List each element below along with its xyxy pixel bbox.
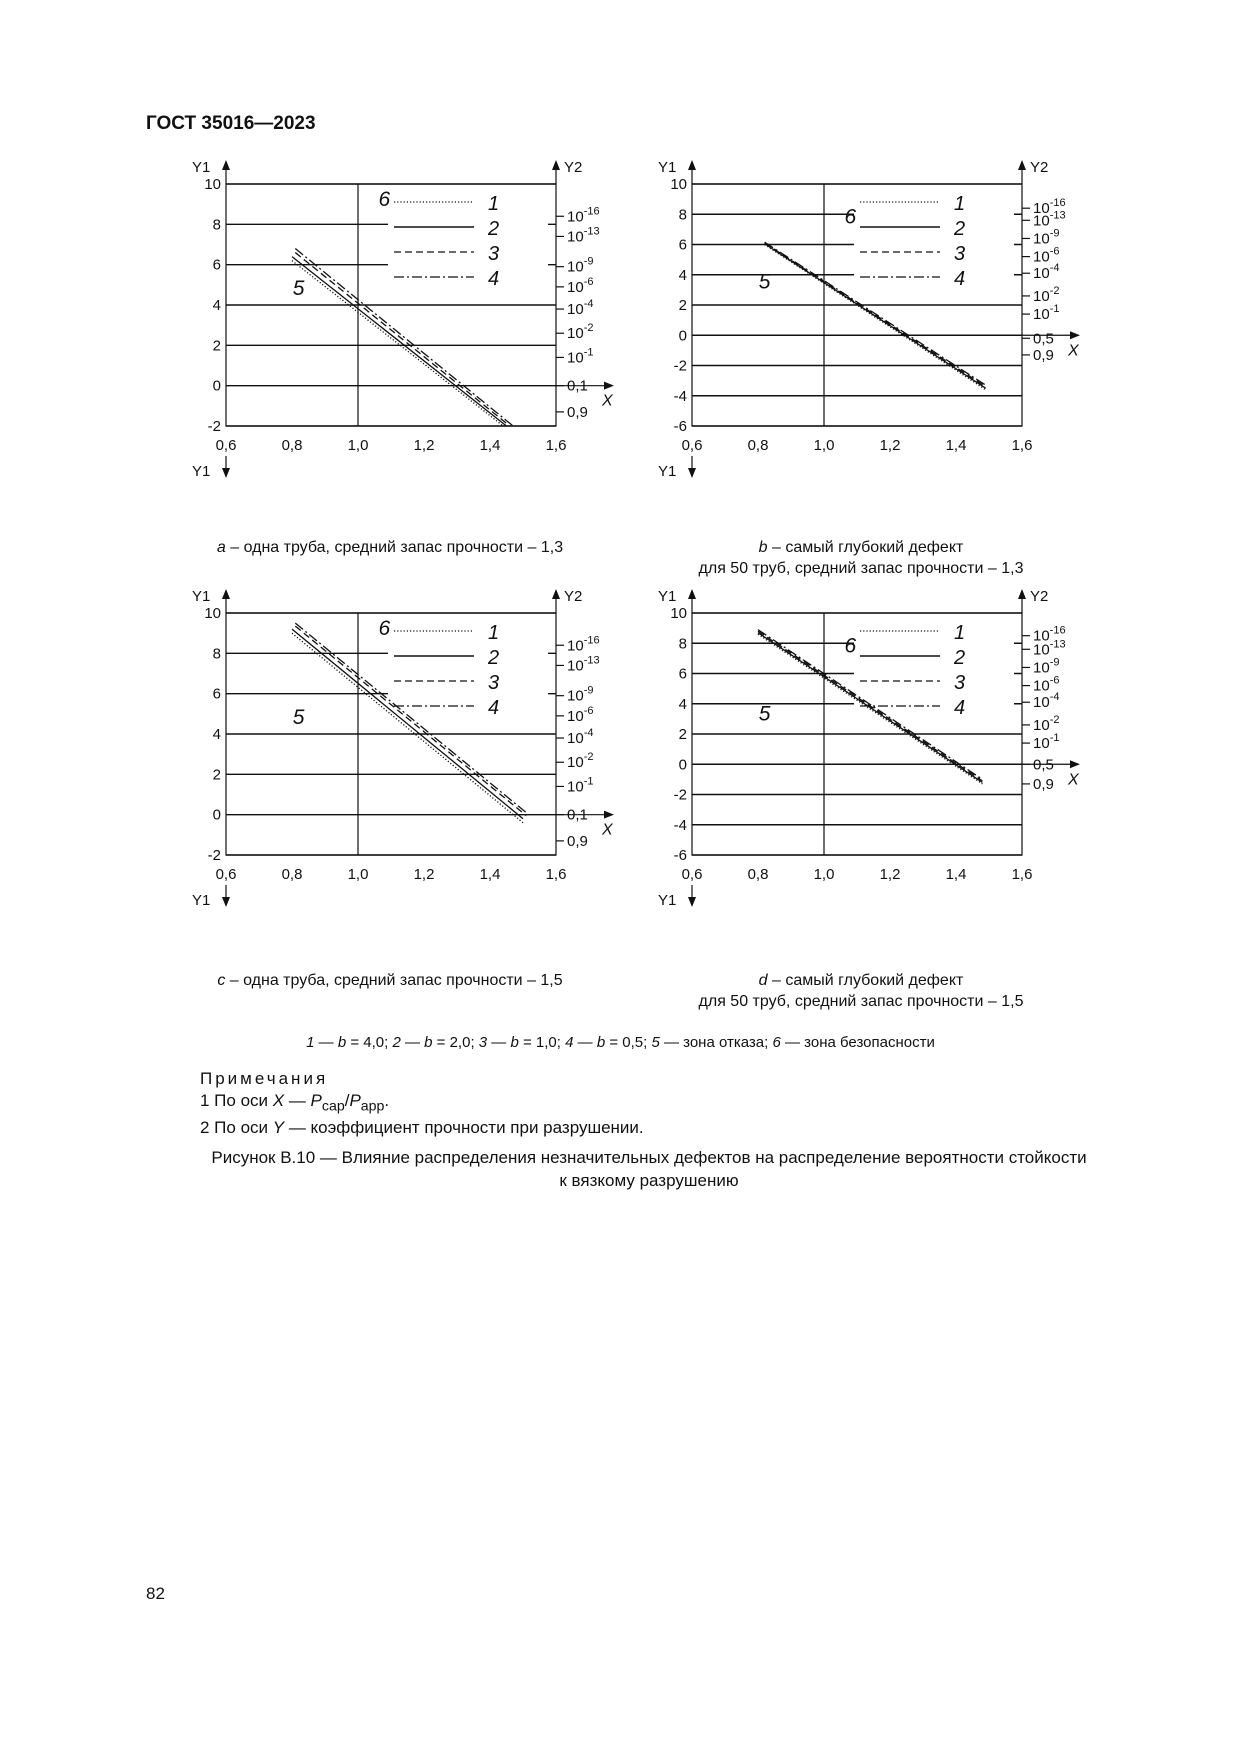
y2-tick-label: $10^{-2}$ <box>1033 713 1060 734</box>
zone-label: 5 <box>758 702 771 726</box>
y1-label-top: Y1 <box>658 588 677 605</box>
note-1-p: P <box>310 1091 322 1110</box>
y1-arrow-down-icon <box>222 897 230 907</box>
page-header: ГОСТ 35016—2023 <box>146 113 316 134</box>
y2-tick-label: $10^{-1}$ <box>1033 732 1060 753</box>
caption-b <box>626 537 1096 579</box>
caption-d-letter: d <box>758 972 768 989</box>
legend-line <box>0 1034 1241 1051</box>
zone-label: 5 <box>292 705 305 729</box>
note-1-end: . <box>384 1091 390 1110</box>
caption-d-text: – самый глубокий дефект <box>767 972 964 989</box>
x-tick-label: 1,4 <box>479 866 501 883</box>
note-1-slash: / <box>344 1091 350 1110</box>
x-tick-label: 0,8 <box>281 866 303 883</box>
legend-line-part: b <box>596 1034 606 1051</box>
x-axis-label: X <box>1068 342 1079 360</box>
legend-label: 1 <box>954 622 966 644</box>
legend-label: 3 <box>488 243 500 265</box>
y1-tick-label: 6 <box>212 685 221 703</box>
y2-tick-label: 0,9 <box>567 832 588 850</box>
y1-tick-label: 6 <box>212 256 221 274</box>
y2-tick-label: $10^{-9}$ <box>1033 227 1060 248</box>
y2-tick-label: $10^{-1}$ <box>1033 303 1060 324</box>
y1-tick-label: 8 <box>678 206 687 224</box>
y1-tick-label: 2 <box>678 726 687 743</box>
legend-line-part: = 1,0; <box>518 1034 566 1051</box>
y2-arrow-up-icon <box>552 589 560 599</box>
x-tick-label: 1,6 <box>1011 866 1033 883</box>
legend-label: 4 <box>488 697 500 719</box>
x-tick-label: 1,0 <box>347 866 369 883</box>
chart-c <box>170 587 630 987</box>
y1-tick-label: 10 <box>670 605 687 622</box>
y1-tick-label: 4 <box>678 266 687 284</box>
y2-tick-label: 0,5 <box>1033 756 1054 774</box>
y1-tick-label: 4 <box>212 297 221 314</box>
legend-label: 4 <box>954 268 966 290</box>
x-arrow-icon <box>1070 760 1080 768</box>
x-arrow-icon <box>604 811 614 819</box>
y1-tick-label: 10 <box>670 176 687 193</box>
y2-arrow-up-icon <box>1018 589 1026 599</box>
x-tick-label: 0,6 <box>215 437 237 454</box>
y2-tick-label: 0,9 <box>1033 346 1054 364</box>
legend-label: 2 <box>954 218 966 240</box>
legend-line-part: — <box>487 1034 511 1051</box>
x-tick-label: 0,8 <box>281 437 303 454</box>
caption-a-text: – одна труба, средний запас прочности – 1,3 <box>225 539 564 556</box>
zone-label: 6 <box>378 188 391 212</box>
legend-label: 2 <box>488 218 500 240</box>
zone-label: 6 <box>844 205 857 229</box>
legend-line-part: b <box>424 1034 433 1051</box>
legend-line-part: 1 <box>306 1034 315 1051</box>
y2-tick-label: 0,1 <box>567 806 588 824</box>
caption-a-letter: a <box>216 539 226 556</box>
chart-svg <box>170 587 630 987</box>
x-tick-label: 1,0 <box>813 437 835 454</box>
legend-line-part: 5 <box>651 1034 660 1051</box>
y1-tick-label: 8 <box>678 635 687 653</box>
y1-tick-label: 10 <box>204 605 221 622</box>
caption-b-text: – самый глубокий дефект <box>767 539 964 556</box>
legend-line-part: 6 <box>772 1034 781 1051</box>
y2-tick-label: 0,5 <box>1033 330 1054 348</box>
legend-label: 1 <box>954 193 966 215</box>
x-axis-label: X <box>1068 771 1079 789</box>
x-axis-label: X <box>602 392 613 410</box>
x-tick-label: 1,2 <box>413 866 435 883</box>
y2-tick-label: $10^{-16}$ <box>1033 197 1066 218</box>
y2-tick-label: $10^{-13}$ <box>567 225 600 246</box>
y2-tick-label: $10^{-1}$ <box>567 346 594 367</box>
legend-bg <box>388 188 548 288</box>
figure-caption-line1: Рисунок В.10 — Влияние распределения незначительных дефектов на распределение вероятности стойкости <box>211 1148 1087 1167</box>
y1-tick-label: 0 <box>212 377 221 395</box>
y2-arrow-up-icon <box>1018 160 1026 170</box>
zone-label: 5 <box>758 270 771 294</box>
x-tick-label: 1,4 <box>945 866 967 883</box>
y1-tick-label: 0 <box>678 327 687 345</box>
y2-label: Y2 <box>564 159 583 176</box>
y1-tick-label: -2 <box>673 786 687 804</box>
legend-label: 3 <box>954 672 966 694</box>
figure-caption <box>0 1146 1241 1192</box>
note-1 <box>200 1090 644 1117</box>
caption-c-letter: c <box>217 972 226 989</box>
y2-label: Y2 <box>564 588 583 605</box>
note-1-prefix: 1 По оси <box>200 1091 273 1110</box>
y2-tick-label: $10^{-9}$ <box>567 255 594 276</box>
legend-label: 4 <box>954 697 966 719</box>
y2-tick-label: $10^{-6}$ <box>567 704 594 725</box>
y2-tick-label: $10^{-9}$ <box>567 684 594 705</box>
legend-bg <box>854 617 1014 717</box>
x-arrow-icon <box>1070 331 1080 339</box>
y2-tick-label: $10^{-6}$ <box>1033 674 1060 695</box>
y2-tick-label: $10^{-4}$ <box>1033 262 1060 283</box>
y1-tick-label: -6 <box>673 418 687 435</box>
note-1-sub-app: app <box>360 1098 385 1115</box>
note-1-axis: X <box>272 1091 285 1110</box>
x-tick-label: 1,0 <box>813 866 835 883</box>
x-axis-label: X <box>602 821 613 839</box>
x-tick-label: 1,6 <box>545 866 567 883</box>
note-1-dash: — <box>284 1091 311 1110</box>
caption-c-text: – одна труба, средний запас прочности – 1,5 <box>225 972 563 989</box>
y2-tick-label: $10^{-6}$ <box>1033 245 1060 266</box>
y1-tick-label: 4 <box>212 726 221 743</box>
x-tick-label: 1,6 <box>1011 437 1033 454</box>
legend-label: 1 <box>488 622 500 644</box>
y2-tick-label: $10^{-16}$ <box>567 634 600 655</box>
y2-tick-label: $10^{-2}$ <box>567 322 594 343</box>
y1-tick-label: 4 <box>678 695 687 713</box>
y2-tick-label: $10^{-4}$ <box>1033 691 1060 712</box>
legend-line-part: 2 <box>392 1034 401 1051</box>
y1-tick-label: -2 <box>207 847 221 864</box>
y2-tick-label: $10^{-2}$ <box>567 751 594 772</box>
y2-tick-label: $10^{-4}$ <box>567 298 594 319</box>
chart-a <box>170 158 630 558</box>
x-tick-label: 1,4 <box>479 437 501 454</box>
legend-bg <box>388 617 548 717</box>
y1-tick-label: 6 <box>678 665 687 683</box>
y2-tick-label: $10^{-9}$ <box>1033 656 1060 677</box>
caption-c <box>170 970 610 991</box>
x-tick-label: 1,2 <box>879 866 901 883</box>
y1-tick-label: 8 <box>212 645 221 663</box>
notes <box>200 1068 644 1139</box>
y1-tick-label: 0 <box>678 756 687 774</box>
caption-a <box>170 537 610 558</box>
y2-tick-label: $10^{-2}$ <box>1033 284 1060 305</box>
y1-arrow-up-icon <box>688 160 696 170</box>
x-tick-label: 1,2 <box>879 437 901 454</box>
legend-line-part: 4 <box>565 1034 574 1051</box>
y1-label-bottom: Y1 <box>658 463 677 480</box>
y2-tick-label: 0,9 <box>567 403 588 421</box>
y2-tick-label: $10^{-4}$ <box>567 727 594 748</box>
y2-arrow-up-icon <box>552 160 560 170</box>
caption-d <box>626 970 1096 1012</box>
x-tick-label: 1,4 <box>945 437 967 454</box>
y1-tick-label: 0 <box>212 806 221 824</box>
y1-label-top: Y1 <box>658 159 677 176</box>
note-2-text: — коэффициент прочности при разрушении. <box>284 1118 644 1138</box>
y1-tick-label: 6 <box>678 236 687 254</box>
legend-line-part: — зона отказа; <box>659 1034 773 1051</box>
y1-arrow-up-icon <box>222 589 230 599</box>
note-2-prefix: 2 По оси <box>200 1118 273 1138</box>
x-tick-label: 0,8 <box>747 866 769 883</box>
y1-tick-label: -2 <box>207 418 221 435</box>
legend-line-part: = 4,0; <box>346 1034 393 1051</box>
note-1-sub-cap: cap <box>321 1098 345 1115</box>
y1-label-top: Y1 <box>192 588 211 605</box>
legend-label: 1 <box>488 193 500 215</box>
legend-line-part: — <box>400 1034 425 1051</box>
note-1-p2: P <box>349 1091 361 1110</box>
y1-label-bottom: Y1 <box>192 463 211 480</box>
note-2 <box>200 1117 644 1139</box>
chart-svg <box>636 587 1096 987</box>
x-tick-label: 0,8 <box>747 437 769 454</box>
y1-tick-label: 10 <box>204 176 221 193</box>
chart-svg <box>170 158 630 558</box>
y1-tick-label: 2 <box>678 297 687 314</box>
legend-line-part: — <box>314 1034 338 1051</box>
figure-caption-line2: к вязкому разрушению <box>559 1171 739 1190</box>
y1-arrow-down-icon <box>688 468 696 478</box>
y1-arrow-up-icon <box>688 589 696 599</box>
y2-label: Y2 <box>1030 159 1049 176</box>
y2-tick-label: 0,1 <box>567 377 588 395</box>
y2-tick-label: $10^{-16}$ <box>567 205 600 226</box>
y1-label-bottom: Y1 <box>658 892 677 909</box>
legend-line-part: b <box>337 1034 347 1051</box>
caption-b-letter: b <box>758 539 768 556</box>
y1-tick-label: -6 <box>673 847 687 864</box>
y2-tick-label: $10^{-16}$ <box>1033 624 1066 645</box>
y1-arrow-up-icon <box>222 160 230 170</box>
legend-line-part: = 0,5; <box>605 1034 652 1051</box>
legend-bg <box>854 188 1014 288</box>
chart-b <box>636 158 1096 558</box>
x-tick-label: 0,6 <box>215 866 237 883</box>
y2-tick-label: $10^{-1}$ <box>567 775 594 796</box>
x-tick-label: 0,6 <box>681 437 703 454</box>
legend-line-part: 3 <box>478 1034 488 1051</box>
legend-label: 4 <box>488 268 500 290</box>
notes-title: Примечания <box>200 1069 329 1088</box>
legend-label: 3 <box>954 243 966 265</box>
y2-tick-label: 0,9 <box>1033 775 1054 793</box>
y1-tick-label: -4 <box>673 387 687 405</box>
y2-tick-label: $10^{-13}$ <box>1033 638 1066 659</box>
chart-d <box>636 587 1096 987</box>
y1-arrow-down-icon <box>222 468 230 478</box>
note-2-axis: Y <box>272 1118 285 1138</box>
y1-tick-label: 2 <box>212 766 221 784</box>
x-tick-label: 1,6 <box>545 437 567 454</box>
y1-tick-label: 8 <box>212 216 221 234</box>
chart-svg <box>636 158 1096 558</box>
y1-label-bottom: Y1 <box>192 892 211 909</box>
page-number: 82 <box>146 1584 165 1603</box>
x-tick-label: 1,0 <box>347 437 369 454</box>
legend-line-part: — <box>573 1034 597 1051</box>
x-tick-label: 1,2 <box>413 437 435 454</box>
y1-arrow-down-icon <box>688 897 696 907</box>
legend-label: 2 <box>954 647 966 669</box>
y2-tick-label: $10^{-13}$ <box>567 654 600 675</box>
y1-tick-label: -2 <box>673 357 687 375</box>
zone-label: 6 <box>844 634 857 658</box>
y1-tick-label: 2 <box>212 337 221 355</box>
legend-line-part: b <box>510 1034 519 1051</box>
y1-label-top: Y1 <box>192 159 211 176</box>
legend-line-part: — зона безопасности <box>780 1034 935 1051</box>
x-tick-label: 0,6 <box>681 866 703 883</box>
caption-b-line2: для 50 труб, средний запас прочности – 1,3 <box>698 560 1024 577</box>
y1-tick-label: -4 <box>673 816 687 834</box>
y2-tick-label: $10^{-6}$ <box>567 275 594 296</box>
y2-tick-label: $10^{-13}$ <box>1033 209 1066 230</box>
x-arrow-icon <box>604 382 614 390</box>
y2-label: Y2 <box>1030 588 1049 605</box>
legend-label: 3 <box>488 672 500 694</box>
zone-label: 6 <box>378 617 391 641</box>
legend-label: 2 <box>488 647 500 669</box>
legend-line-part: = 2,0; <box>432 1034 479 1051</box>
zone-label: 5 <box>292 276 305 300</box>
caption-d-line2: для 50 труб, средний запас прочности – 1,5 <box>698 993 1024 1010</box>
